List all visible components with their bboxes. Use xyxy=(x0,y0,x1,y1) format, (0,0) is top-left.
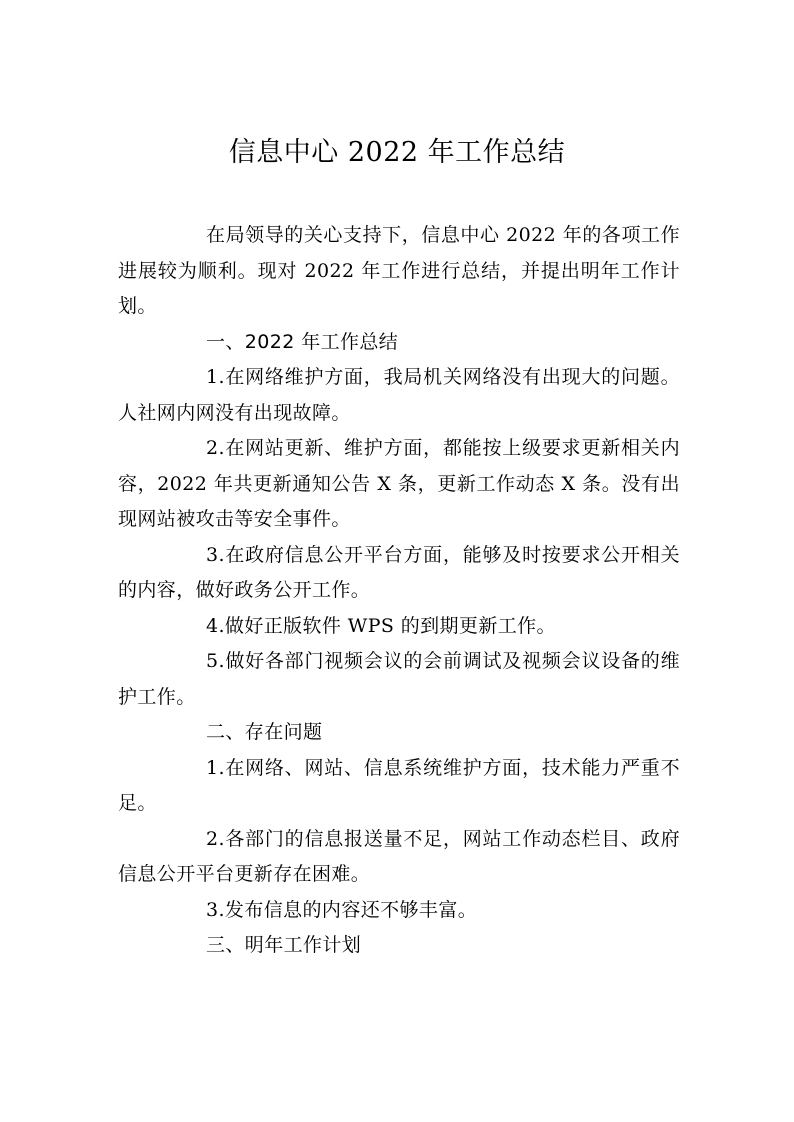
intro-paragraph: 在局领导的关心支持下，信息中心 2022 年的各项工作进展较为顺利。现对 2022 年工作进行总结，并提出明年工作计划。 xyxy=(118,224,680,317)
summary-item: 2.在网站更新、维护方面，都能按上级要求更新相关内容，2022 年共更新通知公告 X 条，更新工作动态 X 条。没有出现网站被攻击等安全事件。 xyxy=(118,437,680,530)
section-heading-plan: 三、明年工作计划 xyxy=(206,934,362,956)
summary-item: 1.在网络维护方面，我局机关网络没有出现大的问题。人社网内网没有出现故障。 xyxy=(118,366,680,424)
problem-item: 2.各部门的信息报送量不足，网站工作动态栏目、政府信息公开平台更新存在困难。 xyxy=(118,827,680,885)
document-title: 信息中心 2022 年工作总结 xyxy=(228,137,566,168)
problem-item: 3.发布信息的内容还不够丰富。 xyxy=(206,898,478,921)
summary-item: 4.做好正版软件 WPS 的到期更新工作。 xyxy=(206,614,556,637)
problem-item: 1.在网络、网站、信息系统维护方面，技术能力严重不足。 xyxy=(118,756,680,814)
document-body xyxy=(118,218,680,964)
summary-item: 5.做好各部门视频会议的会前调试及视频会议设备的维护工作。 xyxy=(118,650,680,708)
section-heading-problems: 二、存在问题 xyxy=(206,721,323,743)
section-heading-summary: 一、2022 年工作总结 xyxy=(206,330,399,353)
summary-item: 3.在政府信息公开平台方面，能够及时按要求公开相关的内容，做好政务公开工作。 xyxy=(118,543,680,601)
